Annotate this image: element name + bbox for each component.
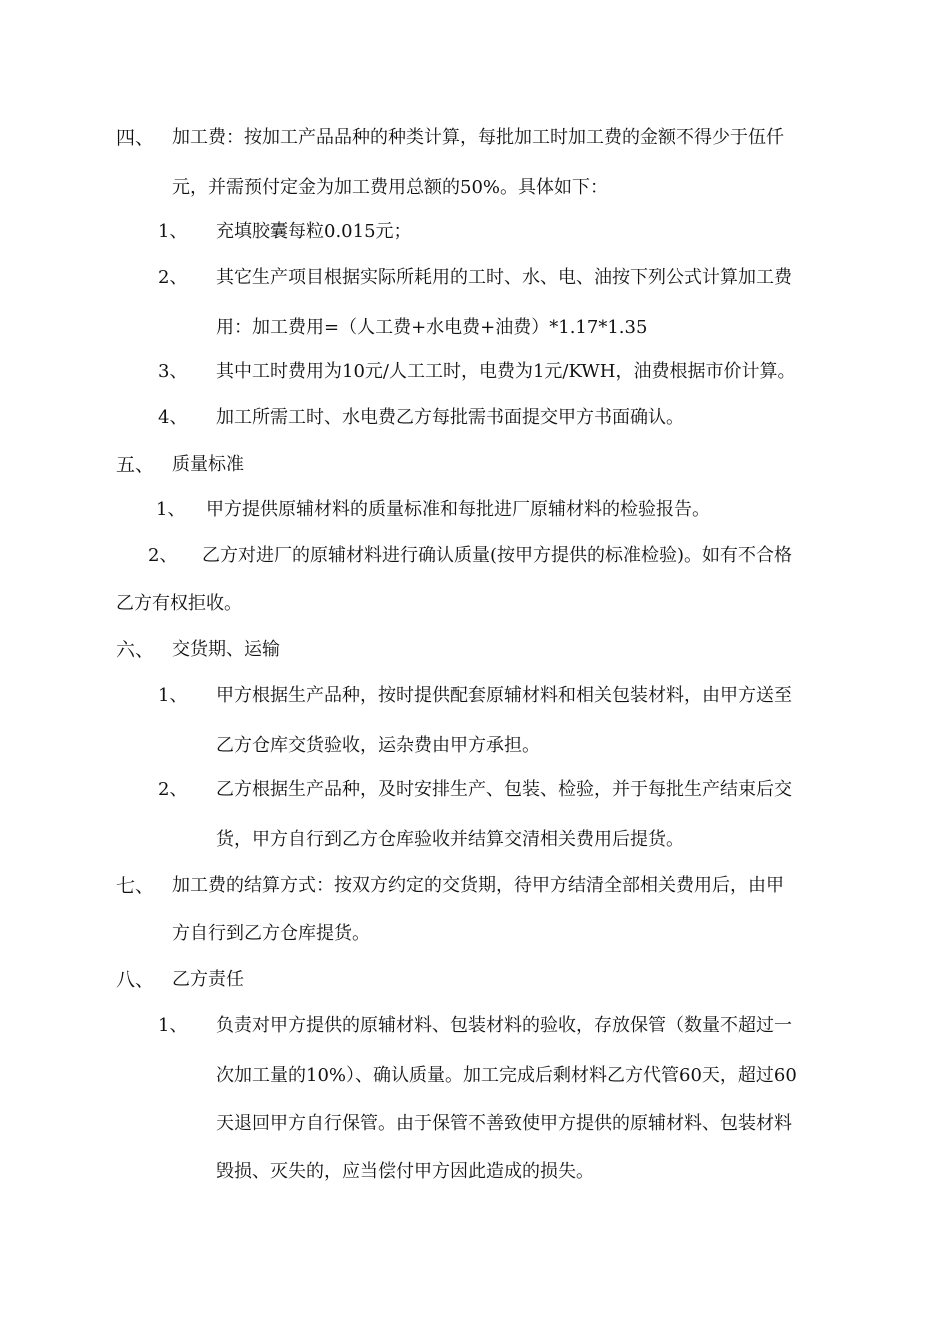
section-title: 加工费：按加工产品品种的种类计算，每批加工时加工费的金额不得少于伍仟	[172, 127, 784, 148]
item-text: 其中工时费用为10元/人工工时，电费为1元/KWH，油费根据市价计算。	[216, 361, 796, 382]
item-text: 负责对甲方提供的原辅材料、包装材料的验收，存放保管（数量不超过一	[216, 1015, 792, 1036]
item-number: 1、	[158, 1015, 188, 1036]
section-title: 交货期、运输	[172, 639, 280, 660]
item-text: 乙方对进厂的原辅材料进行确认质量(按甲方提供的标准检验)。如有不合格	[202, 545, 793, 566]
section-number: 四、	[116, 127, 155, 149]
item-number: 4、	[158, 407, 188, 428]
item-number: 2、	[158, 267, 188, 288]
section-number: 六、	[116, 639, 155, 661]
section-continuation: 方自行到乙方仓库提货。	[172, 923, 370, 944]
section-title: 乙方责任	[172, 969, 244, 990]
item-text: 加工所需工时、水电费乙方每批需书面提交甲方书面确认。	[216, 407, 684, 428]
item-text: 乙方有权拒收。	[116, 593, 242, 614]
item-text: 其它生产项目根据实际所耗用的工时、水、电、油按下列公式计算加工费	[216, 267, 792, 288]
item-text: 乙方根据生产品种，及时安排生产、包装、检验，并于每批生产结束后交	[216, 779, 792, 800]
section-number: 七、	[116, 875, 155, 897]
item-number: 3、	[158, 361, 188, 382]
item-text: 毁损、灭失的，应当偿付甲方因此造成的损失。	[216, 1161, 594, 1182]
item-text: 天退回甲方自行保管。由于保管不善致使甲方提供的原辅材料、包装材料	[216, 1113, 792, 1134]
item-text: 甲方根据生产品种，按时提供配套原辅材料和相关包装材料，由甲方送至	[216, 685, 792, 706]
item-text: 充填胶囊每粒0.015元；	[216, 221, 412, 242]
item-number: 1、	[158, 685, 188, 706]
section-number: 八、	[116, 969, 155, 991]
section-title: 加工费的结算方式：按双方约定的交货期，待甲方结清全部相关费用后，由甲	[172, 875, 784, 896]
item-text: 货，甲方自行到乙方仓库验收并结算交清相关费用后提货。	[216, 829, 684, 850]
item-text: 乙方仓库交货验收，运杂费由甲方承担。	[216, 735, 540, 756]
item-text: 甲方提供原辅材料的质量标准和每批进厂原辅材料的检验报告。	[206, 499, 710, 520]
item-text: 次加工量的10%）、确认质量。加工完成后剩材料乙方代管60天，超过60	[216, 1065, 797, 1086]
item-number: 1、	[158, 221, 188, 242]
section-continuation: 元，并需预付定金为加工费用总额的50%。具体如下：	[172, 177, 609, 198]
item-number: 2、	[158, 779, 188, 800]
section-number: 五、	[116, 454, 155, 476]
item-number: 2、	[148, 545, 178, 566]
section-title: 质量标准	[172, 454, 244, 475]
item-number: 1、	[156, 499, 186, 520]
item-text: 用：加工费用=（人工费+水电费+油费）*1.17*1.35	[216, 317, 648, 338]
